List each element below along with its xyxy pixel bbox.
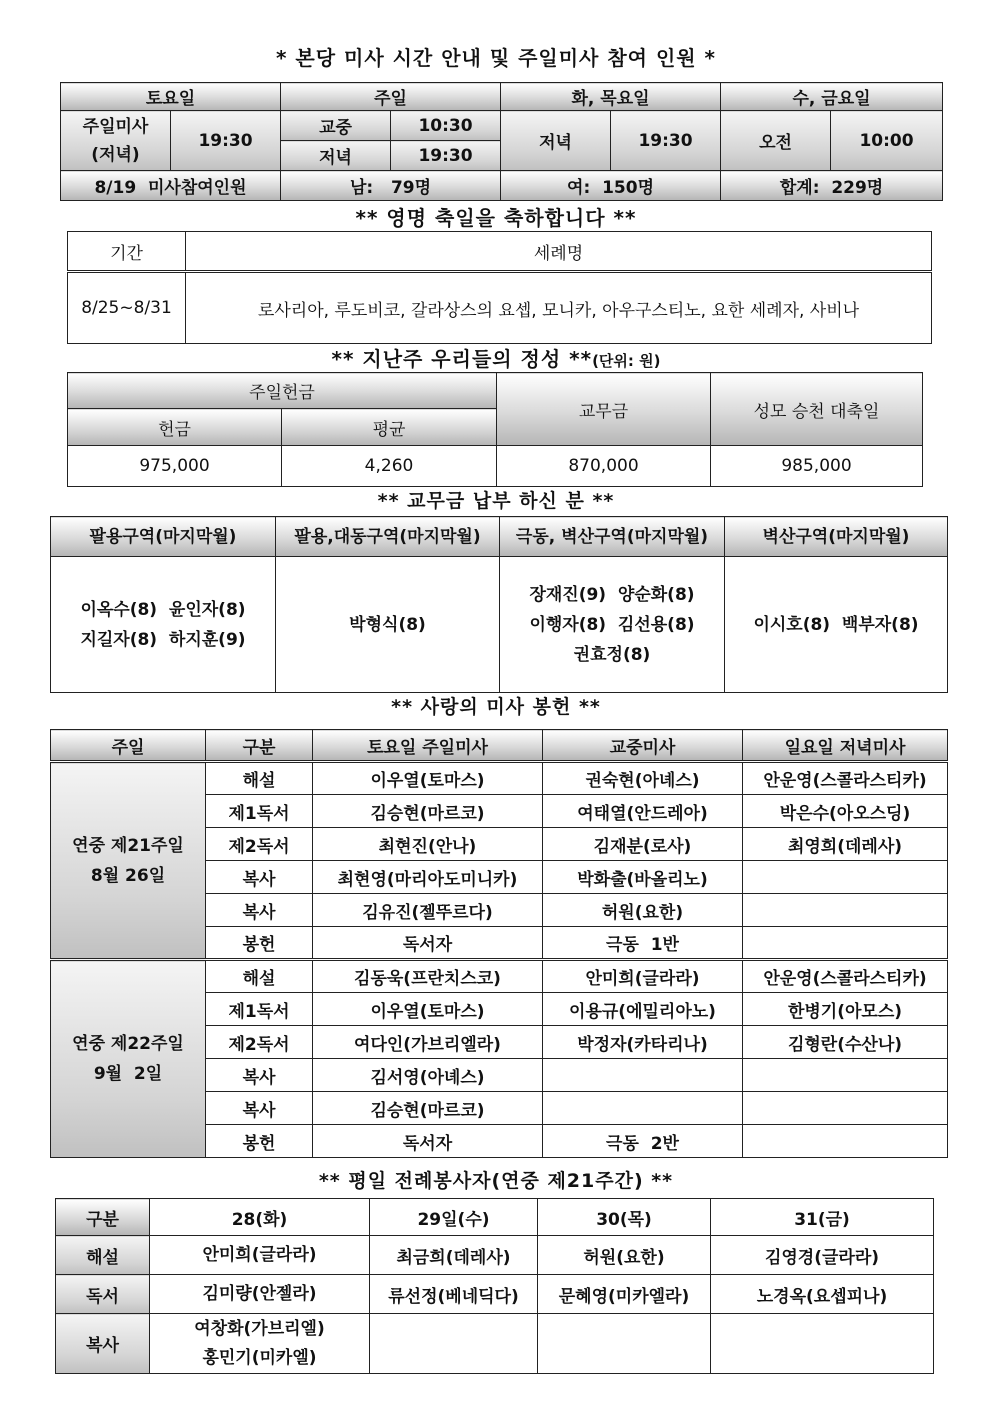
ministry-evening-server xyxy=(743,1059,948,1092)
dues-col2 xyxy=(276,557,500,693)
ministry-main-server: 박정자(카타리나) xyxy=(543,1026,743,1059)
ministry-evening-server xyxy=(743,1092,948,1125)
weekday-day4-server: 김영경(글라라) xyxy=(711,1236,934,1275)
weekday-day2-server: 최금희(데레사) xyxy=(370,1236,538,1275)
ministry-evening-server: 최영희(데레사) xyxy=(743,828,948,861)
ministry-role: 해설 xyxy=(206,960,313,993)
dues-col3 xyxy=(500,557,725,693)
ministry-week-date: 8월 26일 xyxy=(90,865,166,886)
weekday-day1-servers xyxy=(150,1275,370,1314)
feast-period: 8/25~8/31 xyxy=(68,272,186,344)
wed-fri-time: 10:00 xyxy=(831,111,943,171)
ministry-saturday-server: 여다인(가브리엘라) xyxy=(313,1026,543,1059)
ministry-saturday-server: 김유진(젤뚜르다) xyxy=(313,894,543,927)
sunday-evening-time: 19:30 xyxy=(391,141,501,171)
attendance-total: 합계: 229명 xyxy=(721,171,943,201)
ministry-saturday-server: 이우열(토마스) xyxy=(313,993,543,1026)
ministry-main-server: 허원(요한) xyxy=(543,894,743,927)
weekday-table xyxy=(55,1198,934,1374)
ministry-saturday-server: 독서자 xyxy=(313,1125,543,1158)
weekday-day3-server: 문혜영(미카엘라) xyxy=(538,1275,711,1314)
ministry-evening-server: 박은수(아오스딩) xyxy=(743,795,948,828)
ministry-role: 복사 xyxy=(206,894,313,927)
ministry-evening-server: 김형란(수산나) xyxy=(743,1026,948,1059)
ministry-evening-server xyxy=(743,927,948,960)
dues-col4 xyxy=(725,557,948,693)
weekday-row xyxy=(56,1314,934,1374)
wed-fri-label: 오전 xyxy=(721,111,831,171)
page-title: * 본당 미사 시간 안내 및 주일미사 참여 인원 * xyxy=(275,46,717,70)
ministry-week-name: 연중 제21주일 xyxy=(72,835,184,856)
ministry-week-date: 9월 2일 xyxy=(93,1064,163,1084)
ministry-main-server: 여태열(안드레아) xyxy=(543,795,743,828)
dues-payers-table xyxy=(50,516,948,693)
mass-schedule-table xyxy=(60,82,943,201)
feast-title: ** 영명 축일을 축하합니다 ** xyxy=(355,206,637,230)
weekday-header-day1: 28(화) xyxy=(150,1199,370,1236)
ministry-header-role: 구분 xyxy=(206,730,313,762)
ministry-saturday-server: 김승현(마르코) xyxy=(313,1092,543,1125)
header-tue-thu: 화, 목요일 xyxy=(501,83,721,111)
ministry-evening-server xyxy=(743,861,948,894)
ministry-header-main: 교중미사 xyxy=(543,730,743,762)
ministry-evening-server xyxy=(743,894,948,927)
dues-col1-line1: 이옥수(8) 윤인자(8) xyxy=(80,599,246,620)
tue-thu-time: 19:30 xyxy=(611,111,721,171)
weekday-day1-server: 김미량(안젤라) xyxy=(202,1283,317,1304)
ministry-main-server: 권숙현(아녜스) xyxy=(543,762,743,795)
weekday-title: ** 평일 전례봉사자(연중 제21주간) ** xyxy=(318,1170,674,1192)
weekday-role: 복사 xyxy=(56,1314,150,1374)
offering-cash-value: 975,000 xyxy=(68,446,282,487)
ministry-saturday-server: 김승현(마르코) xyxy=(313,795,543,828)
ministry-header-evening: 일요일 저녁미사 xyxy=(743,730,948,762)
dues-col1 xyxy=(51,557,276,693)
saturday-mass-label-line2: (저녁) xyxy=(91,144,140,165)
ministry-role: 복사 xyxy=(206,861,313,894)
offering-feast-header: 성모 승천 대축일 xyxy=(711,373,923,446)
sunday-main-label: 교중 xyxy=(281,111,391,141)
ministry-saturday-server: 이우열(토마스) xyxy=(313,762,543,795)
weekday-role: 해설 xyxy=(56,1236,150,1275)
offering-group-header: 주일헌금 xyxy=(68,373,497,409)
attendance-label: 8/19 미사참여인원 xyxy=(61,171,281,201)
feast-table xyxy=(67,231,932,344)
ministry-row xyxy=(51,960,948,993)
ministry-role: 복사 xyxy=(206,1059,313,1092)
ministry-role: 제1독서 xyxy=(206,795,313,828)
ministry-role: 제1독서 xyxy=(206,993,313,1026)
dues-header-col4: 벽산구역(마지막월) xyxy=(725,517,948,557)
header-sunday: 주일 xyxy=(281,83,501,111)
offering-cash-header: 헌금 xyxy=(68,409,282,446)
ministry-row xyxy=(51,762,948,795)
ministry-saturday-server: 김서영(아녜스) xyxy=(313,1059,543,1092)
offering-unit: (단위: 원) xyxy=(592,352,661,370)
offering-dues-value: 870,000 xyxy=(497,446,711,487)
weekday-day3-server: 허원(요한) xyxy=(538,1236,711,1275)
weekday-header-day3: 30(목) xyxy=(538,1199,711,1236)
offering-table xyxy=(67,372,923,487)
ministry-main-server: 이용규(에밀리아노) xyxy=(543,993,743,1026)
dues-header-col2: 팔용,대동구역(마지막월) xyxy=(276,517,500,557)
ministry-week-cell xyxy=(51,960,206,1158)
ministry-main-server xyxy=(543,1092,743,1125)
ministry-evening-server xyxy=(743,1125,948,1158)
sunday-main-time: 10:30 xyxy=(391,111,501,141)
tue-thu-label: 저녁 xyxy=(501,111,611,171)
attendance-female: 여: 150명 xyxy=(501,171,721,201)
header-saturday: 토요일 xyxy=(61,83,281,111)
weekday-day1-server: 여창화(가브리엘) xyxy=(194,1318,325,1339)
ministry-table xyxy=(50,729,948,1158)
offering-title: ** 지난주 우리들의 정성 ** xyxy=(331,347,593,371)
weekday-role: 독서 xyxy=(56,1275,150,1314)
ministry-week-name: 연중 제22주일 xyxy=(72,1034,184,1054)
ministry-role: 봉헌 xyxy=(206,1125,313,1158)
ministry-role: 해설 xyxy=(206,762,313,795)
ministry-role: 복사 xyxy=(206,1092,313,1125)
feast-header-period: 기간 xyxy=(68,232,186,272)
weekday-day4-server xyxy=(711,1314,934,1374)
ministry-role: 봉헌 xyxy=(206,927,313,960)
offering-avg-header: 평균 xyxy=(282,409,497,446)
dues-header-col3: 극동, 벽산구역(마지막월) xyxy=(500,517,725,557)
weekday-header-day2: 29일(수) xyxy=(370,1199,538,1236)
weekday-header-role: 구분 xyxy=(56,1199,150,1236)
weekday-day4-server: 노경옥(요셉피나) xyxy=(711,1275,934,1314)
weekday-day3-server xyxy=(538,1314,711,1374)
ministry-saturday-server: 최현영(마리아도미니카) xyxy=(313,861,543,894)
weekday-day1-servers xyxy=(150,1236,370,1275)
dues-col2-line1: 박형식(8) xyxy=(349,614,426,635)
feast-names: 로사리아, 루도비코, 갈라상스의 요셉, 모니카, 아우구스티노, 요한 세례자, 사비나 xyxy=(186,272,932,344)
ministry-main-server: 박화출(바올리노) xyxy=(543,861,743,894)
ministry-main-server: 극동 1반 xyxy=(543,927,743,960)
ministry-evening-server: 한병기(아모스) xyxy=(743,993,948,1026)
weekday-header-day4: 31(금) xyxy=(711,1199,934,1236)
weekday-row xyxy=(56,1275,934,1314)
dues-col4-line1: 이시호(8) 백부자(8) xyxy=(753,614,919,635)
ministry-main-server: 안미희(글라라) xyxy=(543,960,743,993)
saturday-mass-label-line1: 주일미사 xyxy=(82,116,149,137)
ministry-main-server: 극동 2반 xyxy=(543,1125,743,1158)
offering-title-row xyxy=(0,343,992,372)
weekday-row xyxy=(56,1236,934,1275)
weekday-day1-servers xyxy=(150,1314,370,1374)
offering-dues-header: 교무금 xyxy=(497,373,711,446)
dues-col3-line2: 이행자(8) 김선용(8) xyxy=(529,614,695,635)
ministry-evening-server: 안운영(스콜라스티카) xyxy=(743,960,948,993)
dues-col1-line2: 지길자(8) 하지훈(9) xyxy=(80,629,246,650)
ministry-saturday-server: 독서자 xyxy=(313,927,543,960)
dues-header-col1: 팔용구역(마지막월) xyxy=(51,517,276,557)
saturday-mass-time: 19:30 xyxy=(171,111,281,171)
weekday-day2-server xyxy=(370,1314,538,1374)
ministry-role: 제2독서 xyxy=(206,828,313,861)
ministry-role: 제2독서 xyxy=(206,1026,313,1059)
ministry-saturday-server: 최현진(안나) xyxy=(313,828,543,861)
weekday-day1-server: 홍민기(미카엘) xyxy=(202,1347,317,1368)
weekday-day1-server: 안미희(글라라) xyxy=(202,1244,317,1265)
dues-col3-line3: 권효정(8) xyxy=(573,644,651,665)
offering-feast-value: 985,000 xyxy=(711,446,923,487)
saturday-mass-label xyxy=(61,111,171,171)
ministry-evening-server: 안운영(스콜라스티카) xyxy=(743,762,948,795)
dues-col3-line1: 장재진(9) 양순화(8) xyxy=(529,584,695,605)
header-wed-fri: 수, 금요일 xyxy=(721,83,943,111)
ministry-main-server xyxy=(543,1059,743,1092)
ministry-saturday-server: 김동욱(프란치스코) xyxy=(313,960,543,993)
weekday-day2-server: 류선정(베네딕다) xyxy=(370,1275,538,1314)
ministry-week-cell xyxy=(51,762,206,960)
attendance-male: 남: 79명 xyxy=(281,171,501,201)
ministry-header-saturday: 토요일 주일미사 xyxy=(313,730,543,762)
offering-avg-value: 4,260 xyxy=(282,446,497,487)
ministry-title: ** 사랑의 미사 봉헌 ** xyxy=(391,696,601,718)
sunday-evening-label: 저녁 xyxy=(281,141,391,171)
feast-header-names: 세례명 xyxy=(186,232,932,272)
dues-payers-title: ** 교무금 납부 하신 분 ** xyxy=(377,490,615,512)
ministry-header-week: 주일 xyxy=(51,730,206,762)
ministry-main-server: 김재분(로사) xyxy=(543,828,743,861)
